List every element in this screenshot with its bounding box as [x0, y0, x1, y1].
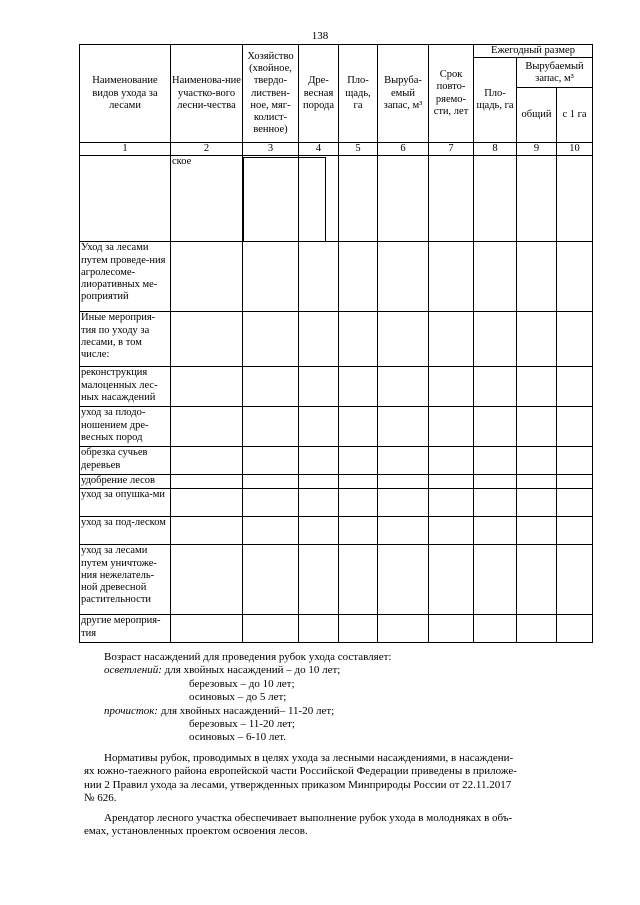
paragraph-line: нии 2 Правил ухода за лесами, утвержденных приказом Минприроды России от 22.11.2017	[84, 778, 512, 791]
column-number-row	[80, 143, 593, 156]
row-label: другие мероприя-тия	[80, 615, 171, 643]
clearing-aspen: осиновых – до 5 лет;	[189, 691, 287, 704]
clearing-conifer: для хвойных насаждений – до 10 лет;	[164, 664, 341, 677]
table-row	[80, 407, 593, 447]
table-row	[80, 545, 593, 615]
row-label: уход за плодо-ношением дре-весных пород	[80, 407, 171, 447]
header-felled-stock: Выруба-емый запас, м³	[378, 45, 429, 143]
paragraph-line: Арендатор лесного участка обеспечивает выполнение рубок ухода в молодняках в объ-	[104, 812, 513, 824]
table-row	[80, 475, 593, 489]
table-row	[80, 242, 593, 312]
clearing-birch: березовых – до 10 лет;	[189, 677, 295, 690]
table-row	[80, 312, 593, 367]
header-forestry-district: Наименова-ние участко-вого лесни-чества	[171, 45, 243, 143]
norms-paragraph	[84, 752, 596, 806]
column-number: 5	[339, 143, 378, 156]
lessee-paragraph	[84, 812, 596, 839]
column-number: 10	[557, 143, 593, 156]
inner-frame	[243, 157, 326, 242]
column-number: 1	[80, 143, 171, 156]
cleaning-aspen: осиновых – 6-10 лет.	[189, 731, 287, 744]
paragraph-line: № 626.	[84, 792, 117, 805]
forestry-district-cell: ское	[171, 156, 243, 242]
row-label: Уход за лесами путем проведе-ния агролесоме-лиоративных ме-роприятий	[80, 242, 171, 312]
row-label: уход за опушка-ми	[80, 489, 171, 517]
forest-care-table	[79, 44, 593, 643]
row-label: реконструкция малоценных лес-ных насаждений	[80, 367, 171, 407]
row-label: удобрение лесов	[80, 475, 171, 489]
column-number: 4	[299, 143, 339, 156]
row-label: Иные мероприя-тия по уходу за лесами, в том числе:	[80, 312, 171, 367]
header-annual-stock: Вырубаемый запас, м³	[517, 58, 593, 88]
paragraph-line: емах, установленных проектом освоения лесов.	[84, 825, 308, 838]
table-row	[80, 517, 593, 545]
page-number: 138	[311, 30, 329, 42]
age-intro: Возраст насаждений для проведения рубок ухода составляет:	[104, 651, 392, 663]
column-number: 9	[517, 143, 557, 156]
header-repeat-period: Срок повто-ряемо-сти, лет	[429, 45, 474, 143]
header-area: Пло-щадь, га	[339, 45, 378, 143]
header-economy: Хозяйство (хвойное, твердо-листвен-ное, мяг-колист-венное)	[243, 45, 299, 143]
cleaning-birch: березовых – 11-20 лет;	[189, 718, 295, 731]
column-number: 8	[474, 143, 517, 156]
header-annual-area: Пло-щадь, га	[474, 58, 517, 143]
row-label: уход за лесами путем уничтоже-ния нежелатель-ной древесной растительности	[80, 545, 171, 615]
column-number: 3	[243, 143, 299, 156]
column-number: 6	[378, 143, 429, 156]
header-stock-per-ha: с 1 га	[557, 88, 593, 143]
paragraph-line: ях южно-таежного района европейской части Российской Федерации приведены в приложе-	[84, 765, 517, 778]
table-row	[80, 615, 593, 643]
paragraph-line: Нормативы рубок, проводимых в целях ухода за лесными насаждениями, в насаждени-	[104, 752, 514, 764]
header-annual-size: Ежегодный размер	[474, 45, 593, 58]
header-care-type: Наименование видов ухода за лесами	[80, 45, 171, 143]
clearing-label: осветлений:	[104, 664, 162, 677]
header-tree-species: Дре-весная порода	[299, 45, 339, 143]
cleaning-conifer: для хвойных насаждений– 11-20 лет;	[160, 704, 335, 717]
age-block	[104, 651, 594, 745]
header-stock-total: общий	[517, 88, 557, 143]
row-label: обрезка сучьев деревьев	[80, 447, 171, 475]
table-row	[80, 447, 593, 475]
column-number: 7	[429, 143, 474, 156]
table-row	[80, 367, 593, 407]
row-label: уход за под-леском	[80, 517, 171, 545]
table-row	[80, 156, 593, 242]
column-number: 2	[171, 143, 243, 156]
table-row	[80, 489, 593, 517]
cleaning-label: прочисток:	[104, 704, 159, 717]
